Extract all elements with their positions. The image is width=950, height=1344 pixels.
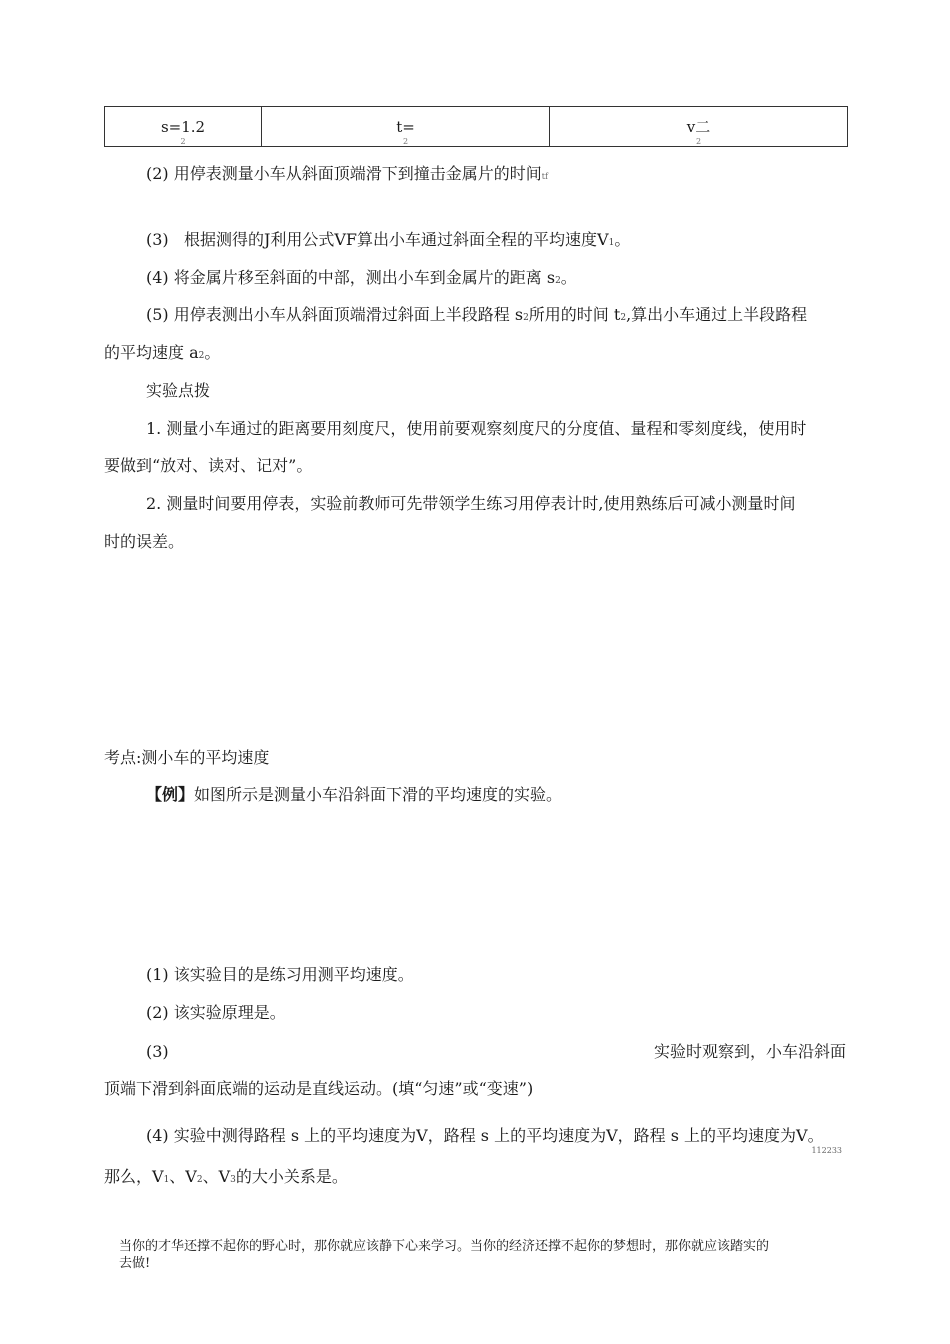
step-5-subscript-1: 2 <box>523 313 529 323</box>
exam-point: 考点:测小车的平均速度 <box>104 748 270 767</box>
step-5-text-a: (5) 用停表测出小车从斜面顶端滑过斜面上半段路程 s <box>146 305 524 324</box>
tip-2-line-2: 时的误差。 <box>104 532 185 551</box>
example-text: 如图所示是测量小车沿斜面下滑的平均速度的实验。 <box>194 785 563 804</box>
tip-1-line-1: 1. 测量小车通过的距离要用刻度尺，使用前要观察刻度尺的分度值、量程和零刻度线，使用时 <box>146 419 807 438</box>
table-cell-time <box>262 107 550 147</box>
step-5-text-d: 的平均速度 a <box>104 343 199 362</box>
question-3-number: (3) <box>146 1042 169 1061</box>
q4-text-b: 、V <box>169 1167 197 1186</box>
cell-subscript: 2 <box>402 137 409 146</box>
step-3-number: (3) <box>146 230 169 249</box>
step-2-subscript: tf <box>541 172 548 181</box>
step-5-text-c: ,算出小车通过上半段路程 <box>626 305 808 324</box>
tips-heading: 实验点拨 <box>146 381 211 400</box>
footer-line-1: 当你的才华还撑不起你的野心时，那你就应该静下心来学习。当你的经济还撑不起你的梦想时，那你就应该踏实的 <box>119 1239 770 1254</box>
step-5-line-1 <box>146 305 807 328</box>
tip-1-line-2: 要做到“放对、读对、记对”。 <box>104 456 313 475</box>
data-table <box>104 106 848 147</box>
step-4 <box>146 268 577 291</box>
question-4-line-2 <box>104 1167 348 1190</box>
step-3-end: 。 <box>614 230 631 249</box>
q4-text-d: 的大小关系是。 <box>235 1167 348 1186</box>
step-5-text-e: 。 <box>204 343 221 362</box>
q4-subscript-2: 2 <box>196 1175 203 1185</box>
q4-text-a: 那么，V <box>104 1167 164 1186</box>
question-2: (2) 该实验原理是。 <box>146 1003 286 1022</box>
table-cell-velocity <box>550 107 848 147</box>
q4-subscript-1: 1 <box>163 1175 170 1185</box>
step-4-end: 。 <box>560 268 577 287</box>
cell-text: v二 <box>686 118 711 136</box>
step-3 <box>146 230 630 253</box>
question-3-right-text: 实验时观察到，小车沿斜面 <box>653 1042 846 1061</box>
step-3-text: 根据测得的J利用公式VF算出小车通过斜面全程的平均速度V <box>183 230 609 249</box>
table-row <box>105 107 848 147</box>
q4-subscript-3: 3 <box>230 1175 236 1185</box>
question-4-line-1: (4) 实验中测得路程 s 上的平均速度为V，路程 s 上的平均速度为V，路程 s 上的平均速度为V。 <box>146 1126 824 1145</box>
question-4-subscripts: 112233 <box>811 1146 842 1155</box>
cell-text: s=1.2 <box>160 118 206 136</box>
tip-2-line-1: 2. 测量时间要用停表，实验前教师可先带领学生练习用停表计时,使用熟练后可减小测量时间 <box>146 494 796 513</box>
table-cell-distance <box>105 107 262 147</box>
step-2 <box>146 164 548 187</box>
step-5-subscript-2: 2 <box>620 313 627 323</box>
step-5-subscript-3: 2 <box>198 351 205 361</box>
q4-text-c: 、V <box>202 1167 231 1186</box>
cell-subscript: 2 <box>180 137 186 146</box>
cell-text: t= <box>396 118 415 136</box>
question-3-line-2: 顶端下滑到斜面底端的运动是直线运动。(填“匀速”或“变速”) <box>104 1079 534 1098</box>
step-3-subscript: 1 <box>608 238 615 248</box>
example-line <box>146 785 562 805</box>
step-2-text: (2) 用停表测量小车从斜面顶端滑下到撞击金属片的时间 <box>146 164 542 183</box>
footer-line-2: 去做! <box>119 1256 151 1271</box>
step-5-text-b: 所用的时间 t <box>528 305 621 324</box>
question-1: (1) 该实验目的是练习用测平均速度。 <box>146 965 414 984</box>
step-4-text: (4) 将金属片移至斜面的中部，测出小车到金属片的距离 s <box>146 268 556 287</box>
cell-subscript: 2 <box>695 137 702 146</box>
example-tag: 【例】 <box>146 785 195 804</box>
step-4-subscript: 2 <box>555 276 561 286</box>
step-5-line-2 <box>104 343 220 366</box>
